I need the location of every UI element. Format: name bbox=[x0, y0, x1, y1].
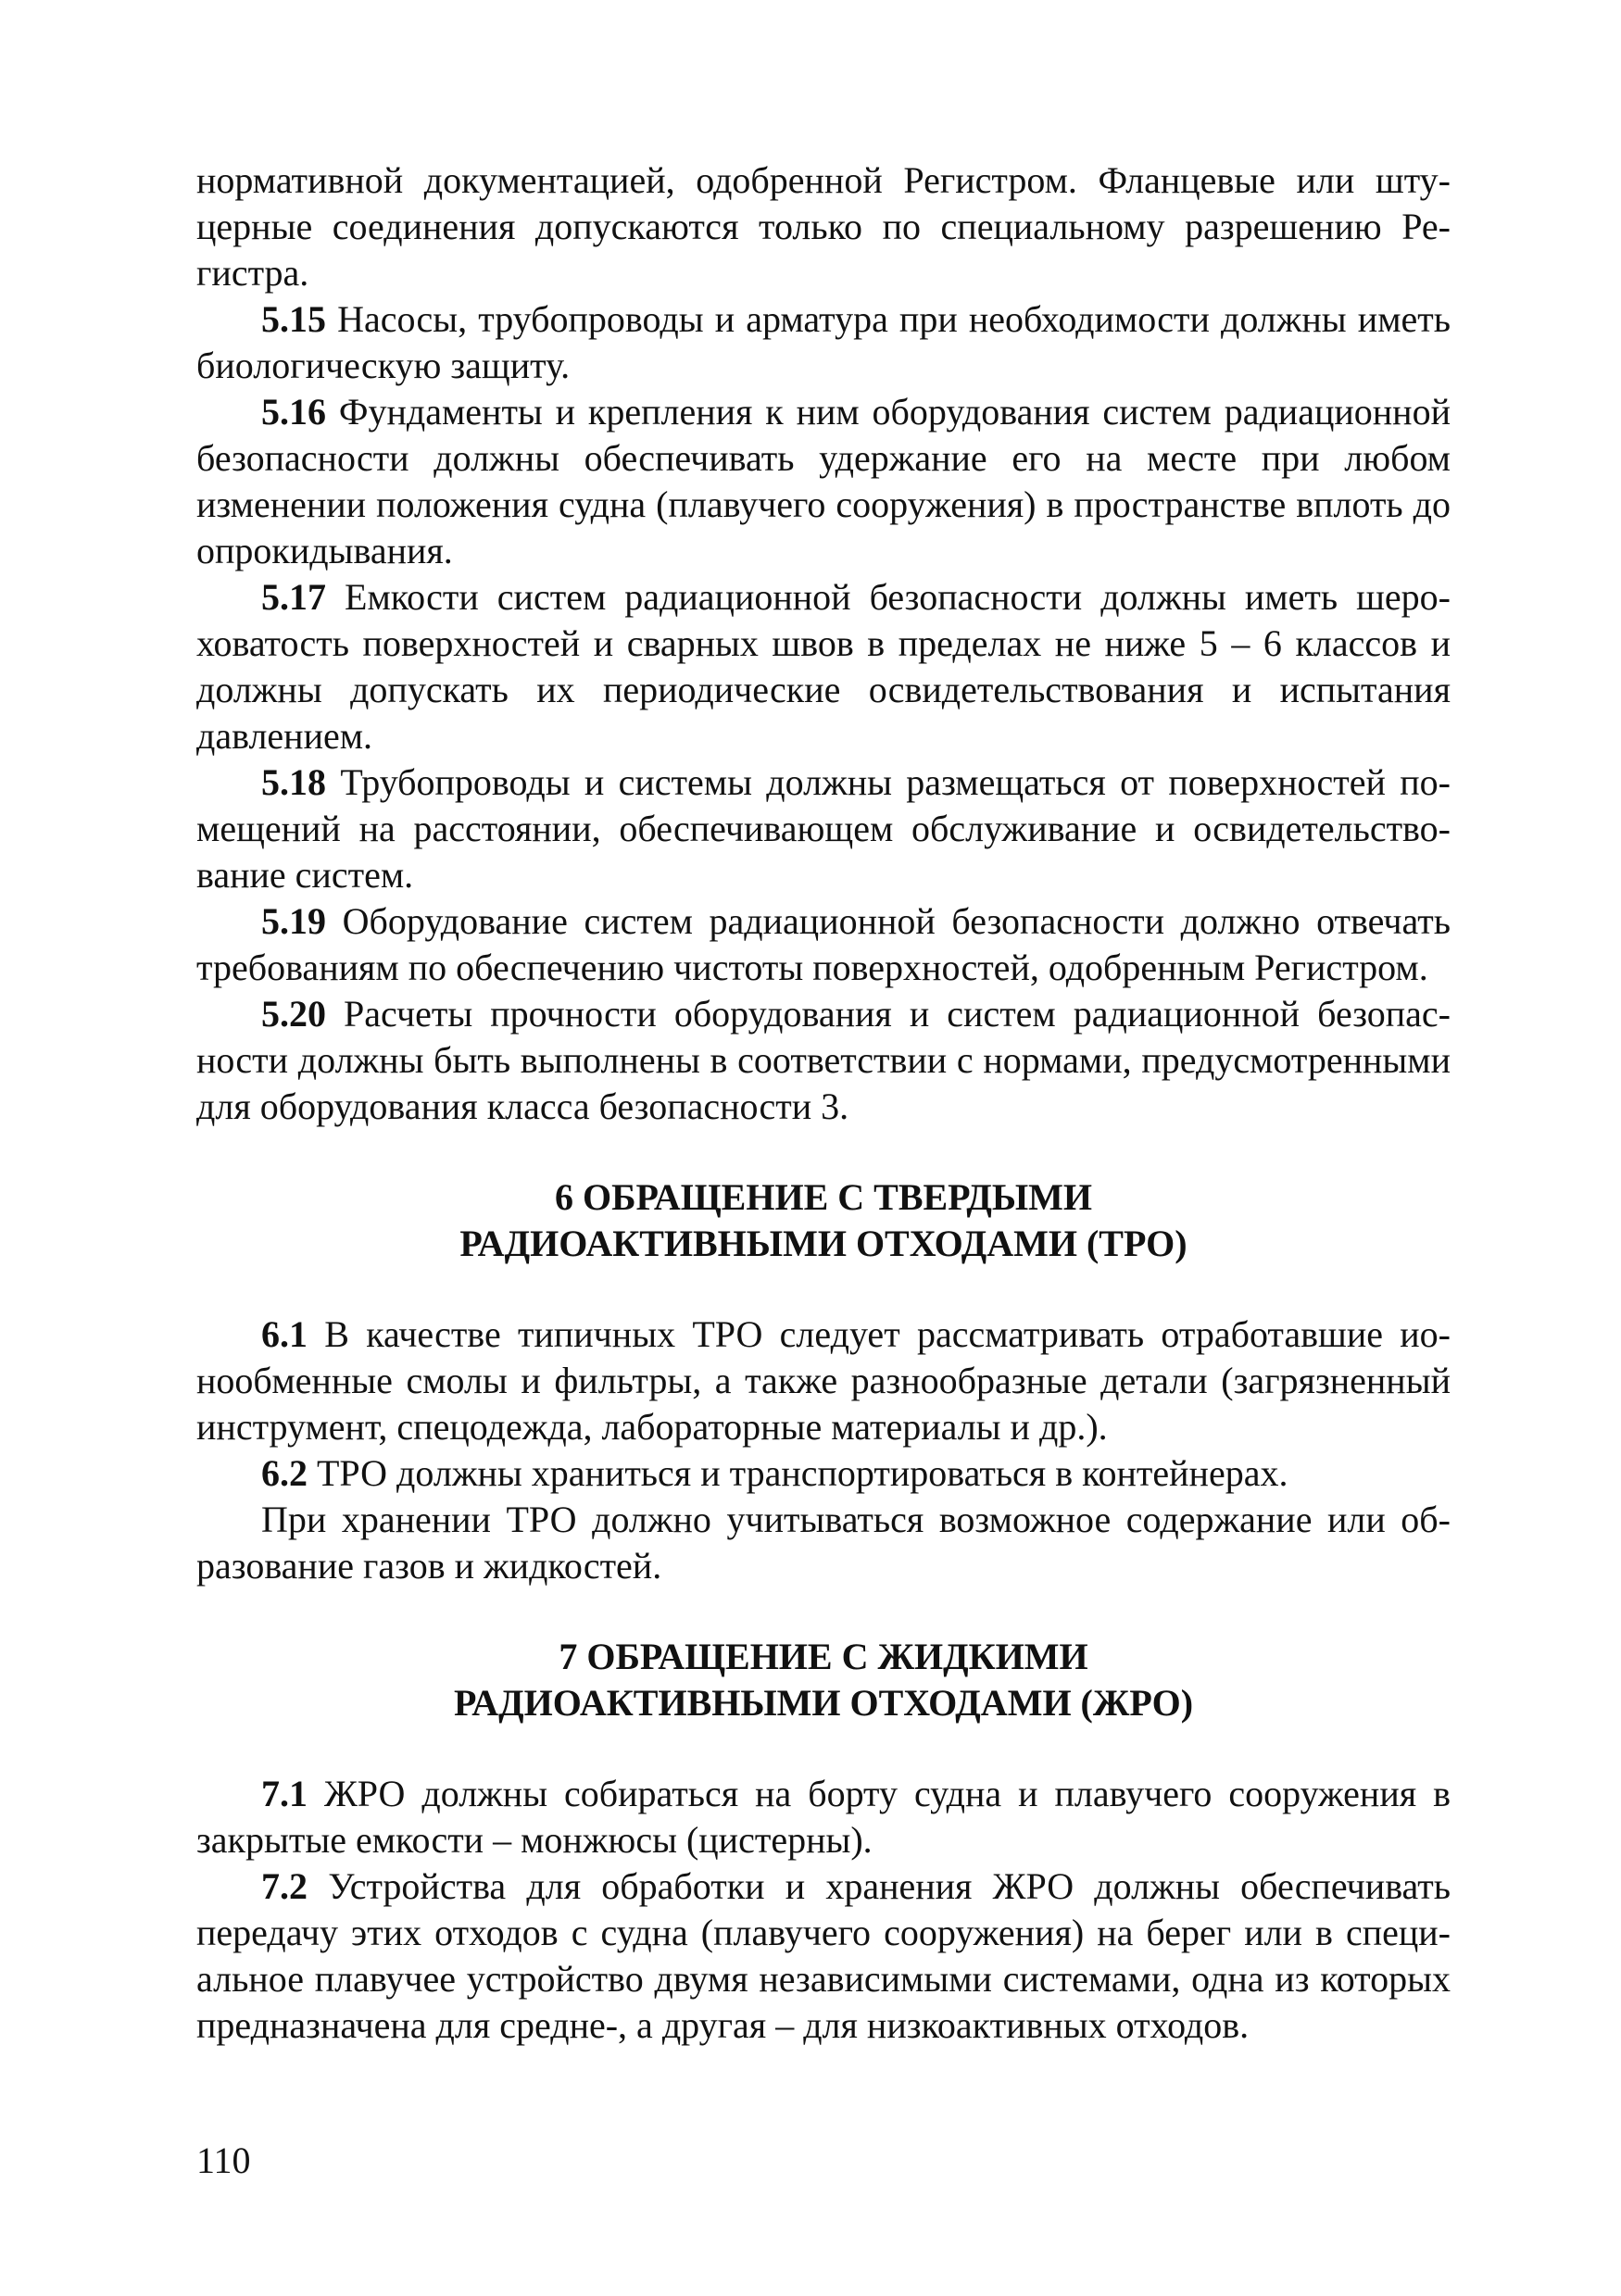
paragraph-text: Фундаменты и крепления к ним оборудования систем радиационной безопасности должны обеспечивать удержание его на месте при любом изменении положения судна (плавучего сооружения) в пространстве вплоть до опрокидывания. bbox=[196, 391, 1451, 571]
paragraph-text: Насосы, трубопроводы и арматура при необходимости должны иметь биологическую защиту. bbox=[196, 298, 1451, 386]
paragraph-text: ТРО должны храниться и транспортироваться в контейнерах. bbox=[308, 1452, 1288, 1494]
clause-number: 7.2 bbox=[261, 1865, 308, 1907]
paragraph-6-1 bbox=[196, 1311, 1451, 1450]
paragraph-5-20 bbox=[196, 991, 1451, 1130]
heading-line: РАДИОАКТИВНЫМИ ОТХОДАМИ (ЖРО) bbox=[453, 1682, 1194, 1724]
paragraph-text: Устройства для обработки и хранения ЖРО должны обеспечивать передачу этих отходов с судна (плавучего сооружения) на берег или в специальное плавучее устройство двумя независимыми системами, одна из которых предназначена для средне-, а другая – для низкоактивных отходов. bbox=[196, 1865, 1451, 2046]
clause-number: 5.17 bbox=[261, 576, 326, 618]
paragraph-continuation bbox=[196, 157, 1451, 296]
paragraph-text: В качестве типичных ТРО следует рассматривать отработавшие ионообменные смолы и фильтры, а также разнообразные детали (загрязненный инструмент, спецодежда, лабораторные материалы и др.). bbox=[196, 1313, 1451, 1448]
paragraph-text: Расчеты прочности оборудования и систем радиационной безопасности должны быть выполнены в соответствии с нормами, предусмотренными для оборудования класса безопасности 3. bbox=[196, 993, 1451, 1127]
heading-line: РАДИОАКТИВНЫМИ ОТХОДАМИ (ТРО) bbox=[459, 1223, 1187, 1264]
paragraph-7-2 bbox=[196, 1863, 1451, 2049]
paragraph-text: нормативной документацией, одобренной Регистром. Фланцевые или штуцерные соединения допускаются только по специальному разрешению Регистра. bbox=[196, 159, 1451, 294]
clause-number: 5.19 bbox=[261, 900, 326, 942]
section-6-heading bbox=[196, 1174, 1451, 1267]
clause-number: 5.16 bbox=[261, 391, 326, 433]
clause-number: 5.20 bbox=[261, 993, 326, 1035]
paragraph-5-19 bbox=[196, 898, 1451, 991]
paragraph-text: Емкости систем радиационной безопасности должны иметь шероховатость поверхностей и сварных швов в пределах не ниже 5 – 6 классов и должны допускать их периодические освидетельствования и испытания давлением. bbox=[196, 576, 1451, 757]
paragraph-5-15 bbox=[196, 296, 1451, 389]
paragraph-6-2 bbox=[196, 1450, 1451, 1497]
clause-number: 6.2 bbox=[261, 1452, 308, 1494]
clause-number: 5.15 bbox=[261, 298, 326, 340]
paragraph-5-17 bbox=[196, 574, 1451, 759]
clause-number: 5.18 bbox=[261, 761, 326, 803]
paragraph-text: При хранении ТРО должно учитываться возможное содержание или образование газов и жидкостей. bbox=[196, 1499, 1451, 1587]
paragraph-6-2-note bbox=[196, 1497, 1451, 1589]
paragraph-text: Оборудование систем радиационной безопасности должно отвечать требованиям по обеспечению чистоты поверхностей, одобренным Регистром. bbox=[196, 900, 1451, 988]
paragraph-5-16 bbox=[196, 389, 1451, 574]
clause-number: 6.1 bbox=[261, 1313, 308, 1355]
page-number: 110 bbox=[196, 2139, 251, 2181]
section-7-heading bbox=[196, 1634, 1451, 1726]
paragraph-7-1 bbox=[196, 1771, 1451, 1863]
paragraph-text: ЖРО должны собираться на борту судна и плавучего сооружения в закрытые емкости – монжюсы (цистерны). bbox=[196, 1773, 1451, 1861]
heading-line: 7 ОБРАЩЕНИЕ С ЖИДКИМИ bbox=[559, 1636, 1088, 1677]
paragraph-text: Трубопроводы и системы должны размещаться от поверхностей помещений на расстоянии, обеспечивающем обслуживание и освидетельствование систем. bbox=[196, 761, 1451, 896]
heading-line: 6 ОБРАЩЕНИЕ С ТВЕРДЫМИ bbox=[554, 1176, 1093, 1218]
clause-number: 7.1 bbox=[261, 1773, 308, 1814]
document-page bbox=[196, 157, 1451, 2049]
paragraph-5-18 bbox=[196, 759, 1451, 898]
